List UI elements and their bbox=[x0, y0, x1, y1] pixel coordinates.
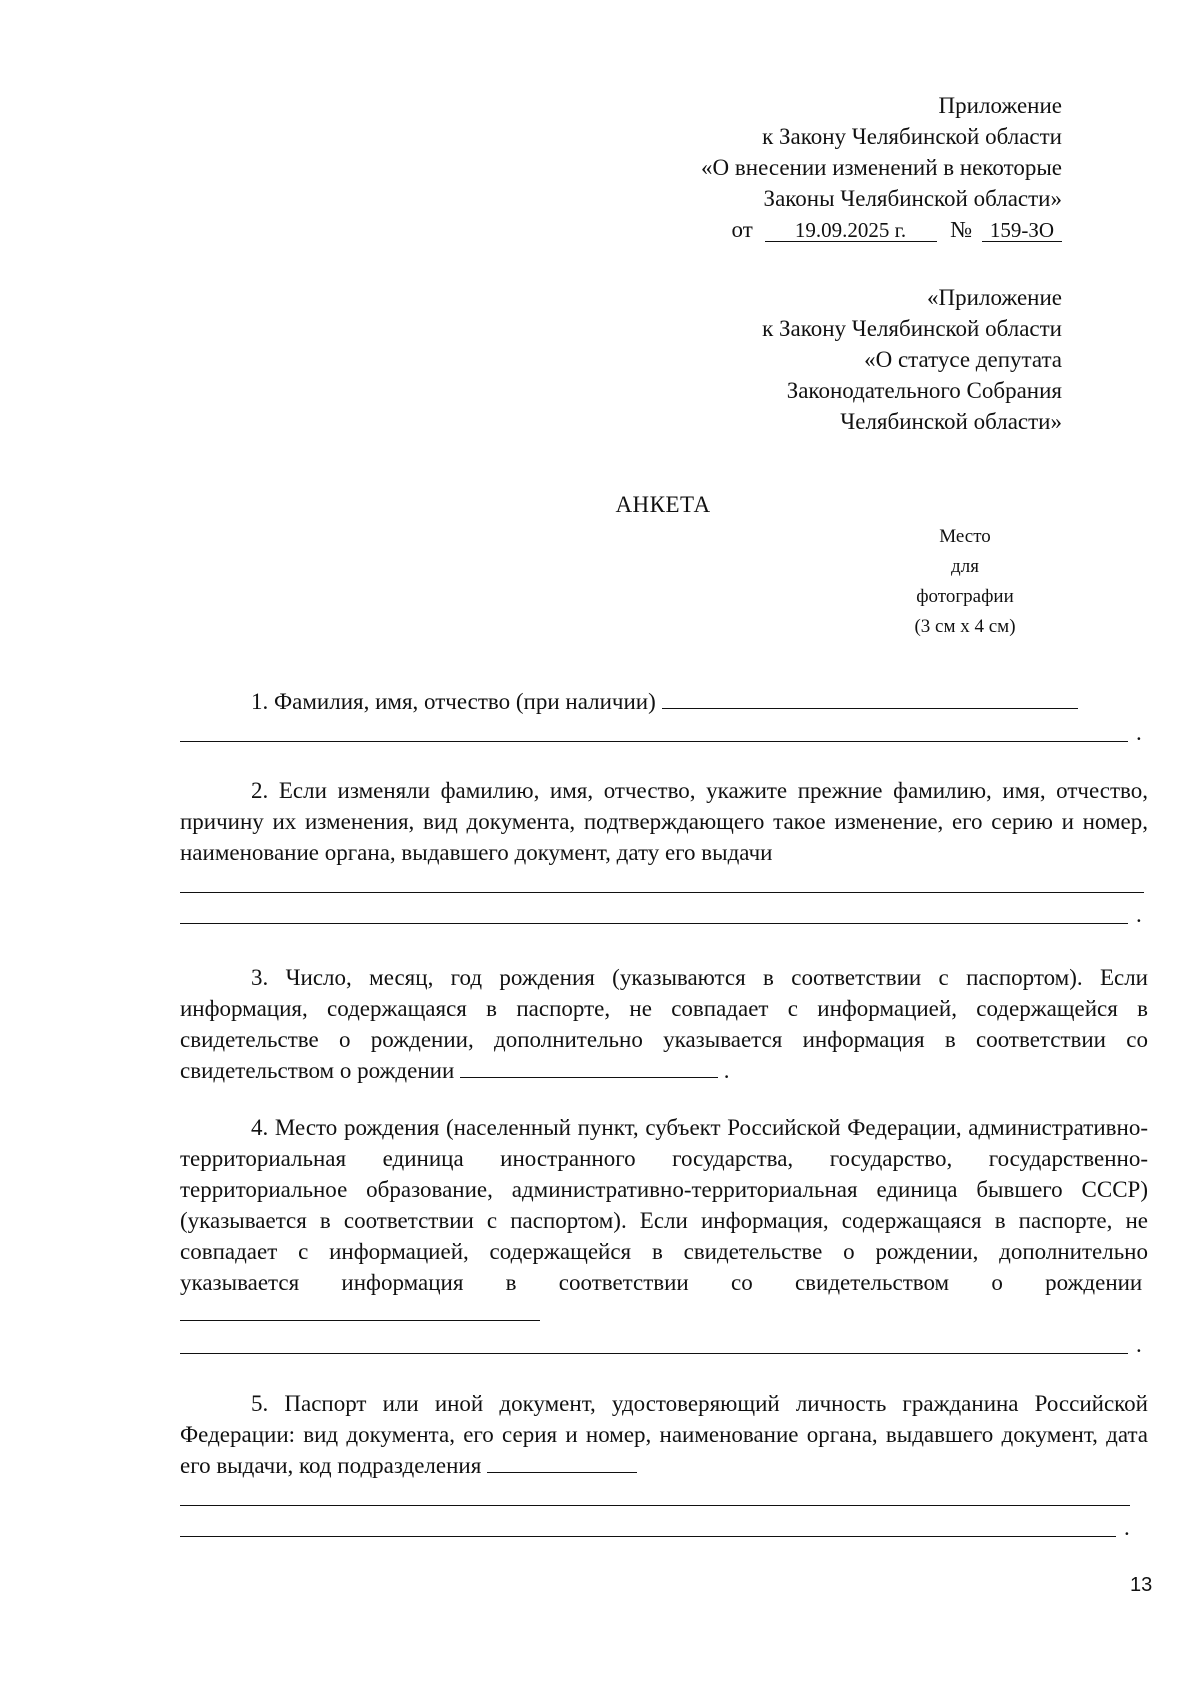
quoted-appendix-line: Законодательного Собрания bbox=[786, 378, 1062, 403]
photo-placeholder-line: фотографии bbox=[916, 586, 1014, 607]
answer-line-row bbox=[180, 1329, 1148, 1360]
answer-line[interactable] bbox=[180, 923, 1128, 924]
answer-line-row bbox=[180, 1481, 1148, 1512]
answer-line[interactable] bbox=[180, 892, 1144, 893]
line-end-mark: . bbox=[1136, 1332, 1142, 1357]
quoted-appendix-line: «О статусе депутата bbox=[864, 347, 1062, 372]
line-end-mark: . bbox=[1124, 1515, 1130, 1540]
appendix-date-line bbox=[701, 214, 1062, 245]
answer-line[interactable] bbox=[180, 1536, 1116, 1537]
answer-line[interactable] bbox=[487, 1452, 637, 1473]
answer-line-row bbox=[180, 1512, 1148, 1543]
appendix-header bbox=[701, 90, 1062, 245]
answer-line[interactable] bbox=[180, 1300, 540, 1321]
answer-line-row bbox=[180, 717, 1148, 748]
form-item-5 bbox=[180, 1388, 1148, 1543]
appendix-line: «О внесении изменений в некоторые bbox=[701, 155, 1062, 180]
quoted-appendix-line: «Приложение bbox=[927, 285, 1062, 310]
photo-placeholder bbox=[870, 522, 1060, 642]
form-item-4 bbox=[180, 1112, 1148, 1360]
form-title: АНКЕТА bbox=[615, 492, 711, 517]
page-number: 13 bbox=[1130, 1574, 1153, 1596]
quoted-appendix-line: Челябинской области» bbox=[840, 409, 1062, 434]
appendix-line: Законы Челябинской области» bbox=[763, 186, 1062, 211]
appendix-line: к Закону Челябинской области bbox=[762, 124, 1062, 149]
item-text: 2. Если изменяли фамилию, имя, отчество, укажите прежние фамилию, имя, отчество, причину их изменения, вид документа, подтверждающего такое изменение, его серию и номер, наименование органа, выдавшего документ, дату его выдачи bbox=[180, 778, 1148, 865]
quoted-appendix-line: к Закону Челябинской области bbox=[762, 316, 1062, 341]
answer-line-row bbox=[180, 899, 1148, 930]
answer-line[interactable] bbox=[662, 688, 1078, 709]
date-value: 19.09.2025 г. bbox=[765, 219, 937, 242]
answer-line[interactable] bbox=[180, 1353, 1128, 1354]
line-end-mark: . bbox=[1136, 720, 1142, 745]
number-value: 159-ЗО bbox=[982, 219, 1062, 242]
form-item-1 bbox=[180, 686, 1148, 748]
item-text: 1. Фамилия, имя, отчество (при наличии) bbox=[251, 689, 656, 714]
answer-line[interactable] bbox=[180, 741, 1128, 742]
item-text: 3. Число, месяц, год рождения (указываются в соответствии с паспортом). Если информация, содержащаяся в паспорте, не совпадает с информацией, содержащейся в свидетельстве о рождении, дополнительно указывается информация в соответствии со свидетельством о рождении bbox=[180, 965, 1148, 1083]
form-item-3 bbox=[180, 962, 1148, 1086]
line-end-mark: . bbox=[1136, 902, 1142, 927]
number-prefix: № bbox=[950, 217, 973, 242]
answer-line[interactable] bbox=[460, 1057, 718, 1078]
item-text: 5. Паспорт или иной документ, удостоверяющий личность гражданина Российской Федерации: вид документа, его серия и номер, наименование органа, выдавшего документ, дата его выдачи, код подразделения bbox=[180, 1391, 1148, 1478]
quoted-appendix-header bbox=[762, 282, 1062, 437]
line-end-mark: . bbox=[723, 1058, 730, 1083]
date-prefix: от bbox=[731, 217, 753, 242]
answer-line-row bbox=[180, 868, 1148, 899]
item-text: 4. Место рождения (населенный пункт, субъект Российской Федерации, административно-территориальная единица иностранного государства, государство, государственно-территориальное образование, административно-территориальная единица бывшего СССР) (указывается в соответствии с паспортом). Если информация, содержащаяся в паспорте, не совпадает с информацией, содержащейся в свидетельстве о рождении, дополнительно указывается информация в соответствии со свидетельством о рождении bbox=[180, 1115, 1148, 1295]
appendix-line: Приложение bbox=[938, 93, 1062, 118]
photo-placeholder-line: (3 см х 4 см) bbox=[914, 616, 1016, 637]
answer-line[interactable] bbox=[180, 1505, 1130, 1506]
photo-placeholder-line: для bbox=[951, 556, 979, 577]
form-item-2 bbox=[180, 775, 1148, 930]
photo-placeholder-line: Место bbox=[939, 526, 991, 547]
